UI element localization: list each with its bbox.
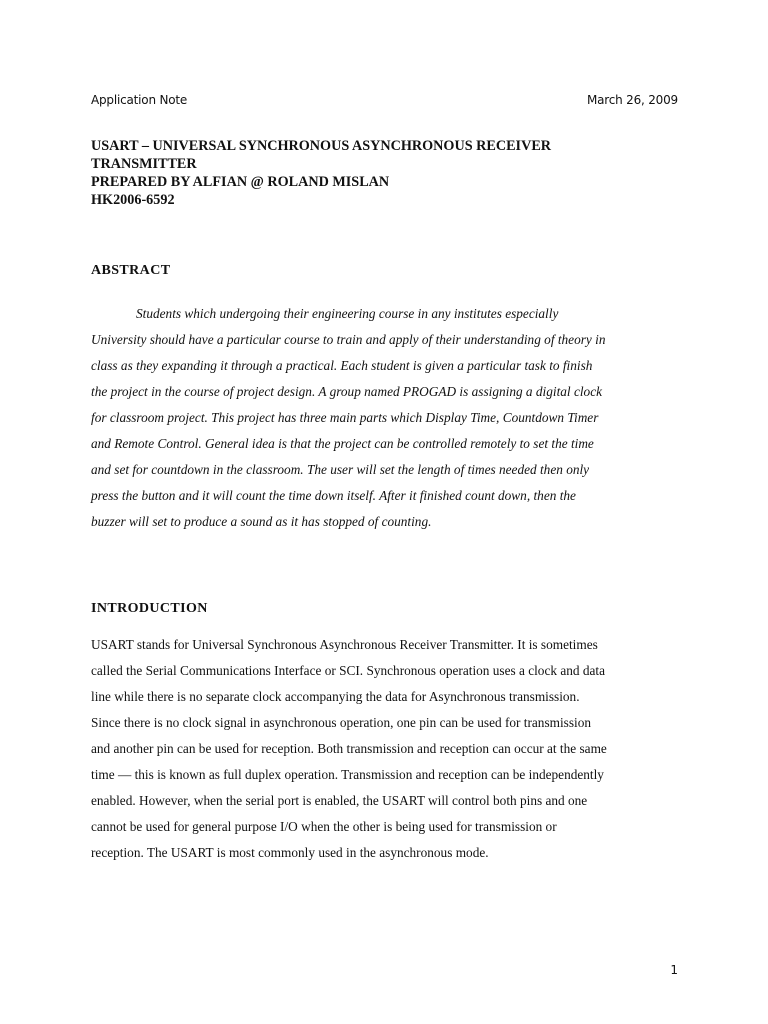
- header-date: March 26, 2009: [586, 93, 678, 107]
- author-id-line: HK2006-6592: [91, 192, 175, 208]
- paragraph-line: and set for countdown in the classroom. The user will set the length of times needed then only: [91, 462, 590, 477]
- paragraph-line: cannot be used for general purpose I/O when the other is being used for transmission or: [91, 819, 557, 834]
- title-line: USART – UNIVERSAL SYNCHRONOUS ASYNCHRONOUS RECEIVER: [91, 138, 552, 154]
- paragraph-line: University should have a particular course to train and apply of their understanding of theory in: [91, 332, 606, 347]
- abstract-heading: ABSTRACT: [91, 263, 171, 278]
- paragraph-line: Students which undergoing their engineering course in any institutes especially: [136, 306, 559, 321]
- introduction-paragraph: [91, 632, 691, 866]
- paragraph-line: called the Serial Communications Interface or SCI. Synchronous operation uses a clock and data: [91, 663, 605, 678]
- paragraph-line: class as they expanding it through a practical. Each student is given a particular task to finish: [91, 358, 593, 373]
- paragraph-line: line while there is no separate clock accompanying the data for Asynchronous transmission.: [91, 689, 580, 704]
- paragraph-line: press the button and it will count the time down itself. After it finished count down, then the: [91, 488, 576, 503]
- paragraph-line: reception. The USART is most commonly used in the asynchronous mode.: [91, 845, 489, 860]
- paragraph-line: and another pin can be used for reception. Both transmission and reception can occur at the same: [91, 741, 607, 756]
- document-title: [91, 137, 651, 209]
- page-number: 1: [670, 963, 678, 977]
- paragraph-line: the project in the course of project design. A group named PROGAD is assigning a digital clock: [91, 384, 603, 399]
- paragraph-line: buzzer will set to produce a sound as it has stopped of counting.: [91, 514, 432, 529]
- paragraph-line: time — this is known as full duplex operation. Transmission and reception can be independently: [91, 767, 604, 782]
- paragraph-line: USART stands for Universal Synchronous Asynchronous Receiver Transmitter. It is sometimes: [91, 637, 598, 652]
- author-line: PREPARED BY ALFIAN @ ROLAND MISLAN: [91, 174, 390, 190]
- header-label: Application Note: [91, 93, 188, 107]
- introduction-heading: INTRODUCTION: [91, 601, 208, 616]
- paragraph-line: for classroom project. This project has three main parts which Display Time, Countdown Timer: [91, 410, 599, 425]
- paragraph-line: and Remote Control. General idea is that the project can be controlled remotely to set the time: [91, 436, 594, 451]
- paragraph-line: enabled. However, when the serial port is enabled, the USART will control both pins and one: [91, 793, 588, 808]
- title-line: TRANSMITTER: [91, 156, 197, 172]
- paragraph-line: Since there is no clock signal in asynchronous operation, one pin can be used for transmission: [91, 715, 591, 730]
- abstract-paragraph: [91, 301, 691, 535]
